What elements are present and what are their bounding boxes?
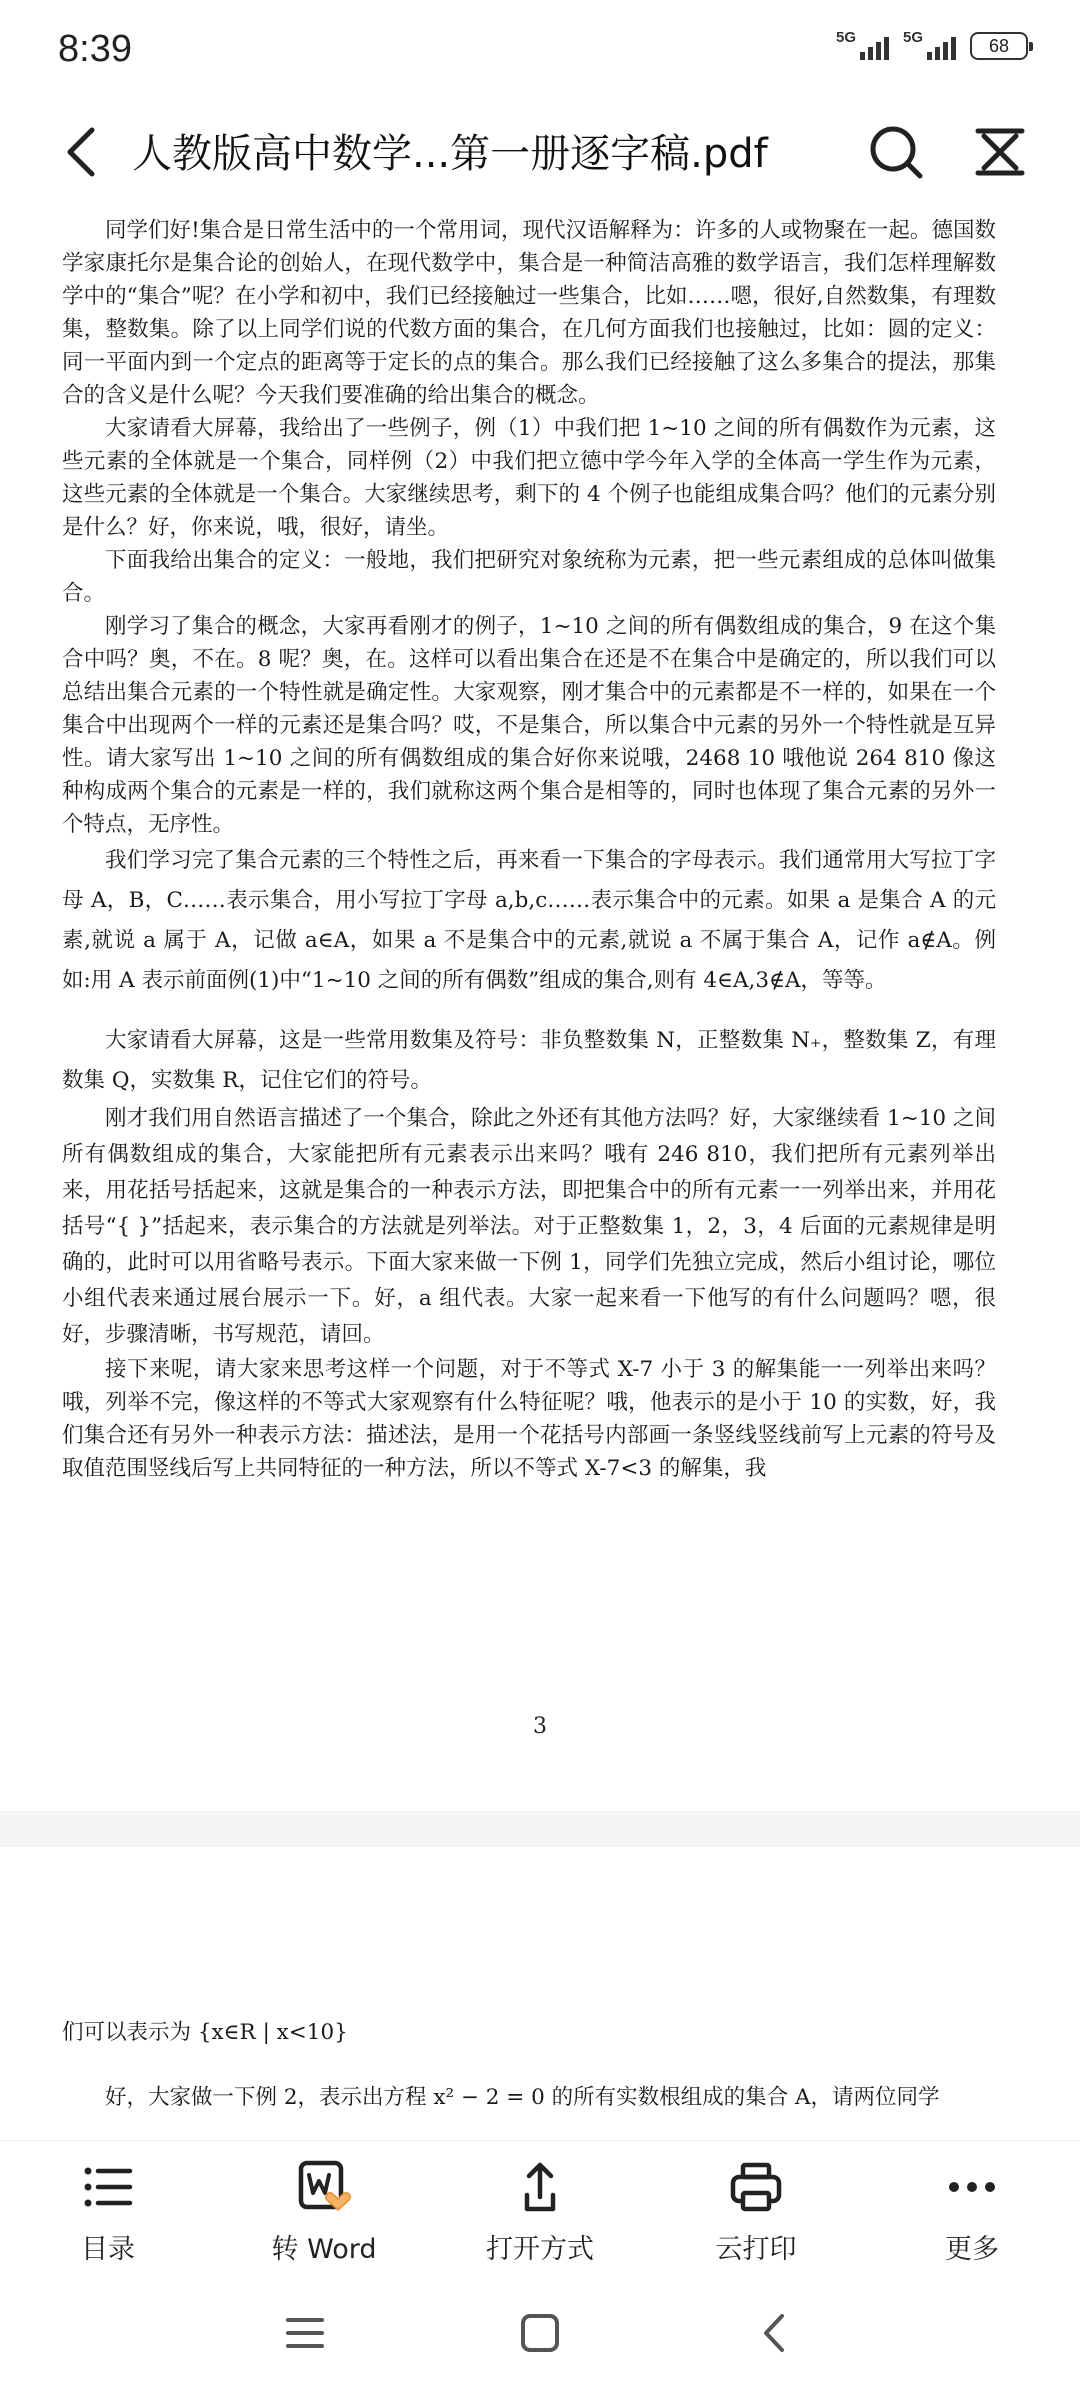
paragraph-definition: 下面我给出集合的定义：一般地，我们把研究对象统称为元素，把一些元素组成的总体叫做集合。 — [62, 548, 996, 606]
page4-line-1: 们可以表示为 {x∈R | x<10} — [62, 2020, 348, 2045]
nav-back-icon[interactable] — [750, 2308, 800, 2358]
word-convert-icon — [294, 2157, 354, 2217]
paragraph-properties: 刚学习了集合的概念，大家再看刚才的例子，1~10 之间的所有偶数组成的集合，9 在这个集合中吗？奥，不在。8 呢？奥，在。这样可以看出集合在还是不在集合中是确定的，所以我们可以总结出集合元素的一个特性就是确定性。大家观察，刚才集合中的元素都是不一样的，如果在一个集合中出现两个一样的元素还是集合吗？哎，不是集合，所以集合中元素的另外一个特性就是互异性。请大家写出 1~10 之间的所有偶数组成的集合好你来说哦，2468 10 哦他说 264 810 像这种构成两个集合的元素是一样的，我们就称这两个集合是相等的，同时也体现了集合元素的另外一个特点，无序性。 — [62, 614, 996, 837]
document-title: 人教版高中数学...第一册逐字稿.pdf — [132, 131, 768, 177]
battery-icon: 68 — [970, 32, 1028, 60]
toc-button[interactable]: 目录 — [28, 2157, 188, 2266]
paragraph-description-method: 接下来呢，请大家来思考这样一个问题，对于不等式 X-7 小于 3 的解集能一一列举出来吗？哦，列举不完，像这样的不等式大家观察有什么特征呢？哦，他表示的是小于 10 的实数，好，我们集合还有另外一种表示方法：描述法，是用一个花括号内部画一条竖线竖线前写上元素的符号及取值范围竖线后写上共同特征的一种方法，所以不等式 X-7<3 的解集，我 — [62, 1357, 996, 1481]
bottom-toolbar — [0, 2140, 1080, 2281]
home-icon[interactable] — [515, 2308, 565, 2358]
more-button[interactable]: 更多 — [892, 2157, 1052, 2266]
search-icon[interactable] — [866, 122, 926, 182]
page-separator — [0, 1811, 1080, 1847]
fold-toolbar-icon[interactable] — [970, 122, 1030, 182]
signal-2-icon: 5G — [903, 33, 956, 60]
pdf-viewer[interactable] — [0, 206, 1080, 2140]
page4-line-2: 好，大家做一下例 2，表示出方程 x² − 2 = 0 的所有实数根组成的集合 A，请两位同学 — [105, 2085, 940, 2110]
paragraph-roster-method: 刚才我们用自然语言描述了一个集合，除此之外还有其他方法吗？好，大家继续看 1~10 之间所有偶数组成的集合，大家能把所有元素表示出来吗？哦有 246 810，我们把所有元素列举出来，用花括号括起来，这就是集合的一种表示方法，即把集合中的所有元素一一列举出来，并用花括号“{ }”括起来，表示集合的方法就是列举法。对于正整数集 1，2，3，4 后面的元素规律是明确的，此时可以用省略号表示。下面大家来做一下例 1，同学们先独立完成，然后小组讨论，哪位小组代表来通过展台展示一下。好，a 组代表。大家一起来看一下他写的有什么问题吗？嗯，很好，步骤清晰，书写规范，请回。 — [62, 1106, 996, 1347]
open-with-button[interactable]: 打开方式 — [460, 2157, 620, 2266]
convert-to-word-button[interactable]: 转 Word — [244, 2157, 404, 2266]
cloud-print-button[interactable]: 云打印 — [676, 2157, 836, 2266]
printer-icon — [726, 2157, 786, 2217]
paragraph-examples: 大家请看大屏幕，我给出了一些例子，例（1）中我们把 1~10 之间的所有偶数作为元素，这些元素的全体就是一个集合，同样例（2）中我们把立德中学今年入学的全体高一学生作为元素，这些元素的全体就是一个集合。大家继续思考，剩下的 4 个例子也能组成集合吗？他们的元素分别是什么？好，你来说，哦，很好，请坐。 — [62, 416, 996, 540]
clock: 8:39 — [58, 28, 132, 70]
share-icon — [510, 2157, 570, 2217]
status-bar — [0, 0, 1080, 100]
more-icon — [942, 2157, 1002, 2217]
app-header — [0, 100, 1080, 207]
recent-apps-icon[interactable] — [280, 2308, 330, 2358]
status-icons — [836, 28, 1028, 60]
back-icon[interactable] — [54, 122, 114, 182]
paragraph-notation: 我们学习完了集合元素的三个特性之后，再来看一下集合的字母表示。我们通常用大写拉丁字母 A，B，C……表示集合，用小写拉丁字母 a,b,c……表示集合中的元素。如果 a 是集合 A 的元素,就说 a 属于 A，记做 a∈A，如果 a 不是集合中的元素,就说 a 不属于集合 A，记作 a∉A。例如:用 A 表示前面例(1)中“1~10 之间的所有偶数”组成的集合,则有 4∈A,3∉A，等等。 — [62, 848, 996, 993]
page-number: 3 — [533, 1714, 547, 1739]
list-icon — [78, 2157, 138, 2217]
system-nav-bar — [0, 2280, 1080, 2401]
pdf-page-4 — [62, 2016, 996, 2114]
paragraph-intro: 同学们好!集合是日常生活中的一个常用词，现代汉语解释为：许多的人或物聚在一起。德国数学家康托尔是集合论的创始人，在现代数学中，集合是一种简洁高雅的数学语言，我们怎样理解数学中的“集合”呢？在小学和初中，我们已经接触过一些集合，比如……嗯，很好,自然数集，有理数集，整数集。除了以上同学们说的代数方面的集合，在几何方面我们也接触过，比如：圆的定义：同一平面内到一个定点的距离等于定长的点的集合。那么我们已经接触了这么多集合的提法，那集合的含义是什么呢？今天我们要准确的给出集合的概念。 — [62, 218, 996, 408]
paragraph-number-sets: 大家请看大屏幕，这是一些常用数集及符号：非负整数集 N，正整数集 N₊，整数集 Z，有理数集 Q，实数集 R，记住它们的符号。 — [62, 1028, 996, 1093]
pdf-page-3 — [62, 206, 996, 1485]
signal-1-icon: 5G — [836, 33, 889, 60]
